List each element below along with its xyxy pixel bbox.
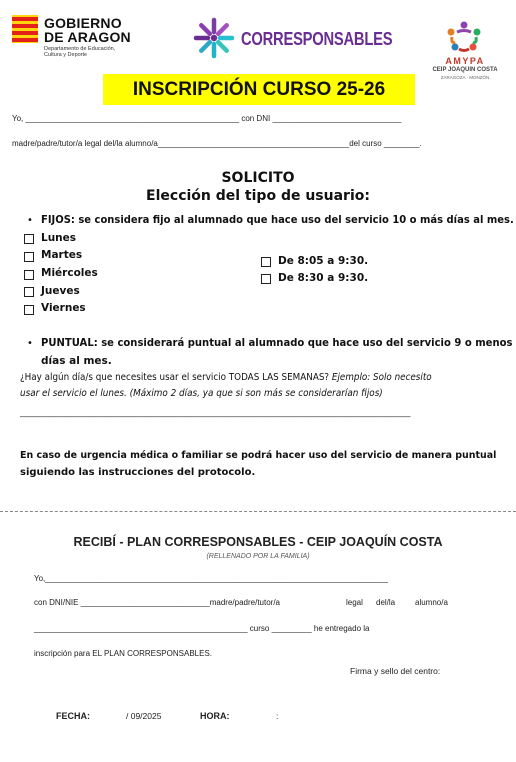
- amypa-school: CEIP JOAQUIN COSTA: [432, 67, 498, 73]
- recibi-alumno-label: alumno/a: [415, 598, 448, 607]
- aragon-title-line1: GOBIERNO: [44, 15, 122, 31]
- puntual-question: ¿Hay algún día/s que necesites usar el servicio TODAS LAS SEMANAS?: [20, 372, 330, 383]
- checkbox-time-805[interactable]: [261, 257, 271, 267]
- name-blank[interactable]: ________________________________________________: [25, 114, 240, 123]
- day-viernes: Viernes: [41, 302, 86, 314]
- eleccion-heading: Elección del tipo de usuario:: [146, 188, 370, 204]
- firma-label: Firma y sello del centro:: [350, 666, 441, 676]
- recibi-dni-label: con DNI/NIE: [34, 598, 79, 607]
- recibi-legal-label: legal: [346, 598, 363, 607]
- puntual-answer-line[interactable]: ______________________________________________________________________________: [20, 407, 411, 417]
- checkbox-viernes[interactable]: [24, 305, 34, 315]
- recibi-line-yo[interactable]: Yo,_____________________________________________________________________________: [34, 574, 388, 583]
- fijos-bullet: •: [27, 215, 33, 226]
- dni-label: con DNI: [241, 114, 271, 123]
- amypa-logo: [428, 20, 502, 84]
- puntual-line1: PUNTUAL: se considerará puntual al alumnado que hace uso del servicio 9 o menos: [41, 337, 513, 349]
- day-jueves: Jueves: [41, 285, 80, 297]
- day-miercoles: Miércoles: [41, 267, 98, 279]
- amypa-town: ZARAGOZA · MONZÓN: [440, 75, 490, 80]
- day-martes: Martes: [41, 249, 83, 261]
- cut-line-divider: [0, 511, 516, 512]
- checkbox-miercoles[interactable]: [24, 270, 34, 280]
- fecha-label: FECHA:: [56, 711, 90, 721]
- curso-label: del curso: [349, 139, 382, 148]
- recibi-line-inscripcion: inscripción para EL PLAN CORRESPONSABLES.: [34, 649, 212, 658]
- recibi-line-curso[interactable]: [34, 624, 369, 633]
- recibi-entregado-label: he entregado la: [313, 624, 370, 633]
- aragon-title-line2: DE ARAGON: [44, 29, 131, 45]
- parent-label: madre/padre/tutor/a legal del/la alumno/a: [12, 139, 158, 148]
- gobierno-aragon-logo: [12, 14, 162, 64]
- puntual-example1: Ejemplo: Solo necesito: [331, 372, 432, 383]
- fecha-value[interactable]: / 09/2025: [126, 711, 162, 721]
- puntual-example2: usar el servicio el lunes. (Máximo 2 días, ya que si son más se considerarían fijos): [20, 388, 383, 399]
- checkbox-time-830[interactable]: [261, 274, 271, 284]
- puntual-bullet: •: [27, 338, 33, 349]
- puntual-line2: días al mes.: [41, 355, 112, 367]
- urgencia-line1: En caso de urgencia médica o familiar se podrá hacer uso del servicio de manera puntual: [20, 450, 497, 461]
- yo-label: Yo,: [12, 114, 24, 123]
- form-line-alumno[interactable]: [12, 139, 422, 148]
- form-line-yo[interactable]: [12, 114, 401, 123]
- solicito-heading: SOLICITO: [221, 170, 295, 186]
- checkbox-lunes[interactable]: [24, 234, 34, 244]
- recibi-dni-blank[interactable]: _____________________________: [80, 598, 210, 607]
- recibi-del-label: del/la: [376, 598, 396, 607]
- day-lunes: Lunes: [41, 232, 77, 244]
- recibi-curso-label: curso: [249, 624, 270, 633]
- checkbox-jueves[interactable]: [24, 287, 34, 297]
- corresponsables-logo: [193, 17, 393, 63]
- corresponsables-star-icon: [193, 17, 235, 59]
- aragon-flag-icon: [12, 15, 38, 43]
- recibi-curso-blank[interactable]: _________: [271, 624, 312, 633]
- amypa-people-icon: [443, 20, 485, 54]
- checkbox-martes[interactable]: [24, 252, 34, 262]
- hora-label: HORA:: [200, 711, 230, 721]
- time-830: De 8:30 a 9:30.: [278, 272, 369, 284]
- urgencia-line2: siguiendo las instrucciones del protocolo.: [20, 467, 256, 478]
- fijos-text: FIJOS: se considera fijo al alumnado que hace uso del servicio 10 o más días al mes.: [41, 214, 514, 226]
- dni-blank[interactable]: _____________________________: [272, 114, 402, 123]
- page-title: INSCRIPCIÓN CURSO 25-26: [132, 79, 386, 100]
- student-blank[interactable]: ___________________________________________: [157, 139, 350, 148]
- hora-value[interactable]: :: [276, 711, 279, 721]
- time-805: De 8:05 a 9:30.: [278, 255, 369, 267]
- recibi-title: RECIBÍ - PLAN CORRESPONSABLES - CEIP JOAQUÍN COSTA: [73, 535, 443, 549]
- curso-blank[interactable]: ________.: [383, 139, 422, 148]
- puntual-question-line1: [20, 372, 432, 383]
- corresponsables-wordmark: CORRESPONSABLES: [241, 29, 393, 49]
- recibi-parent-label: madre/padre/tutor/a: [209, 598, 280, 607]
- recibi-student-blank[interactable]: ________________________________________________: [34, 624, 248, 633]
- recibi-subtitle: (RELLENADO POR LA FAMILIA): [206, 553, 310, 560]
- aragon-subtitle: Departamento de Educación, Cultura y Deporte: [44, 46, 116, 58]
- recibi-line-dni[interactable]: [34, 598, 454, 607]
- amypa-name: AMYPA: [445, 56, 485, 66]
